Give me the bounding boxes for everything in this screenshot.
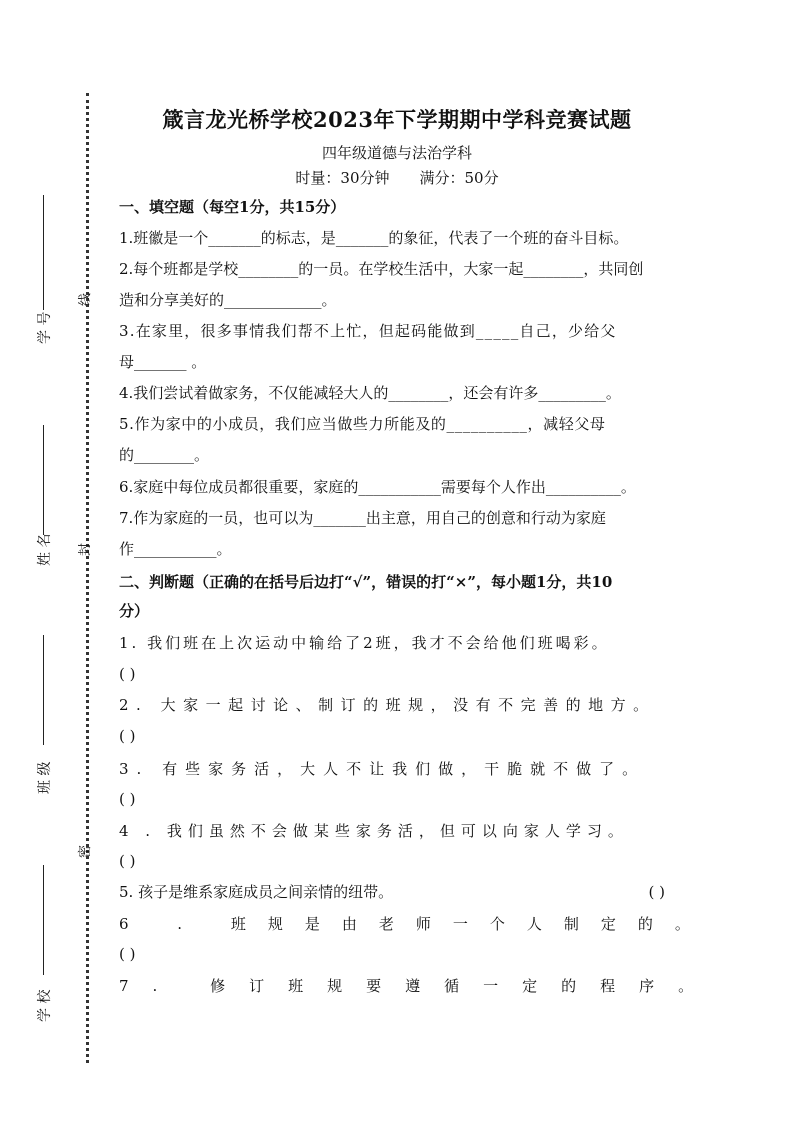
judge-answer-paren[interactable]: ( ) [119, 852, 136, 870]
judge-item-num: 6 . [119, 915, 205, 933]
school-underline [43, 865, 44, 975]
fill-line: 2.每个班都是学校________的一员。在学校生活中，大家一起________，共同创 [119, 260, 644, 278]
judge-item-text: 班规是由老师一个人制定的。 [230, 915, 712, 933]
cut-line-dotted [86, 93, 89, 1063]
fill-line: 4.我们尝试着做家务，不仅能减轻大人的________，还会有许多_________。 [119, 384, 621, 402]
name-underline [43, 425, 44, 535]
school-label: 学 校 [37, 989, 53, 1022]
judge-answer-paren[interactable]: ( ) [119, 727, 136, 745]
judge-answer-paren[interactable]: ( ) [119, 665, 136, 683]
judge-answer-paren[interactable]: ( ) [119, 945, 136, 963]
judge-item-text: 我们虽然不会做某些家务活，但可以向家人学习。 [166, 822, 629, 840]
fill-line: 6.家庭中每位成员都很重要，家庭的___________需要每个人作出__________。 [119, 478, 636, 496]
judge-item-num: 5. [119, 883, 134, 901]
student-id-label: 学 号 [37, 311, 53, 344]
judge-answer-paren[interactable]: ( ) [648, 883, 665, 901]
student-id-underline [43, 195, 44, 310]
fill-line: 作___________。 [119, 540, 232, 558]
fill-line: 5.作为家中的小成员，我们应当做些力所能及的__________，减轻父母 [119, 415, 606, 433]
judge-item-text: 有些家务活，大人不让我们做，干脆就不做了。 [162, 760, 646, 778]
cut-mark-line: 线 [78, 292, 93, 306]
judge-item [119, 758, 679, 780]
section2-heading: 二、判断题（正确的在括号后边打“√”，错误的打“×”，每小题1分，共10 [119, 573, 613, 591]
section2-heading-cont: 分） [119, 602, 150, 620]
fill-line: 1.班徽是一个_______的标志，是_______的象征，代表了一个班的奋斗目标。 [119, 229, 629, 247]
fill-line: 造和分享美好的_____________。 [119, 291, 337, 309]
judge-item-num: 3. [119, 760, 150, 778]
exam-meta [0, 167, 794, 188]
judge-item [119, 913, 712, 935]
judge-item-text: 修订班规要遵循一定的程序。 [210, 977, 718, 995]
class-underline [43, 635, 44, 745]
full-score: 满分：50分 [419, 169, 499, 187]
time-limit: 时量：30分钟 [295, 169, 390, 187]
judge-answer-paren[interactable]: ( ) [119, 790, 136, 808]
judge-item-num: 7. [119, 977, 182, 995]
judge-item-text: 我们班在上次运动中输给了2班，我才不会给他们班喝彩。 [147, 634, 610, 652]
fill-line: 3.在家里，很多事情我们帮不上忙，但起码能做到_____自己，少给父 [119, 322, 617, 340]
fill-line: 7.作为家庭的一员，也可以为_______出主意，用自己的创意和行动为家庭 [119, 509, 606, 527]
judge-item [119, 820, 679, 842]
judge-item-text: 孩子是维系家庭成员之间亲情的纽带。 [138, 883, 394, 901]
judge-item-num: 4 . [119, 822, 157, 840]
exam-title: 箴言龙光桥学校2023年下学期期中学科竞赛试题 [162, 107, 632, 132]
cut-mark-seal: 封 [78, 542, 93, 556]
section1-heading: 一、填空题（每空1分，共15分） [119, 198, 346, 216]
exam-subtitle: 四年级道德与法治学科 [321, 144, 472, 162]
judge-item [119, 881, 679, 903]
judge-item-text: 大家一起讨论、制订的班规，没有不完善的地方。 [160, 696, 656, 714]
fill-line: 母_______ 。 [119, 353, 207, 371]
judge-item [119, 694, 679, 716]
cut-mark-secret: 密 [78, 844, 93, 858]
judge-item [119, 632, 679, 654]
fill-line: 的________。 [119, 446, 210, 464]
judge-item-num: 1. [119, 634, 140, 652]
judge-item [119, 975, 718, 997]
name-label: 姓 名 [37, 533, 53, 566]
class-label: 班 级 [37, 761, 53, 794]
judge-item-num: 2. [119, 696, 149, 714]
